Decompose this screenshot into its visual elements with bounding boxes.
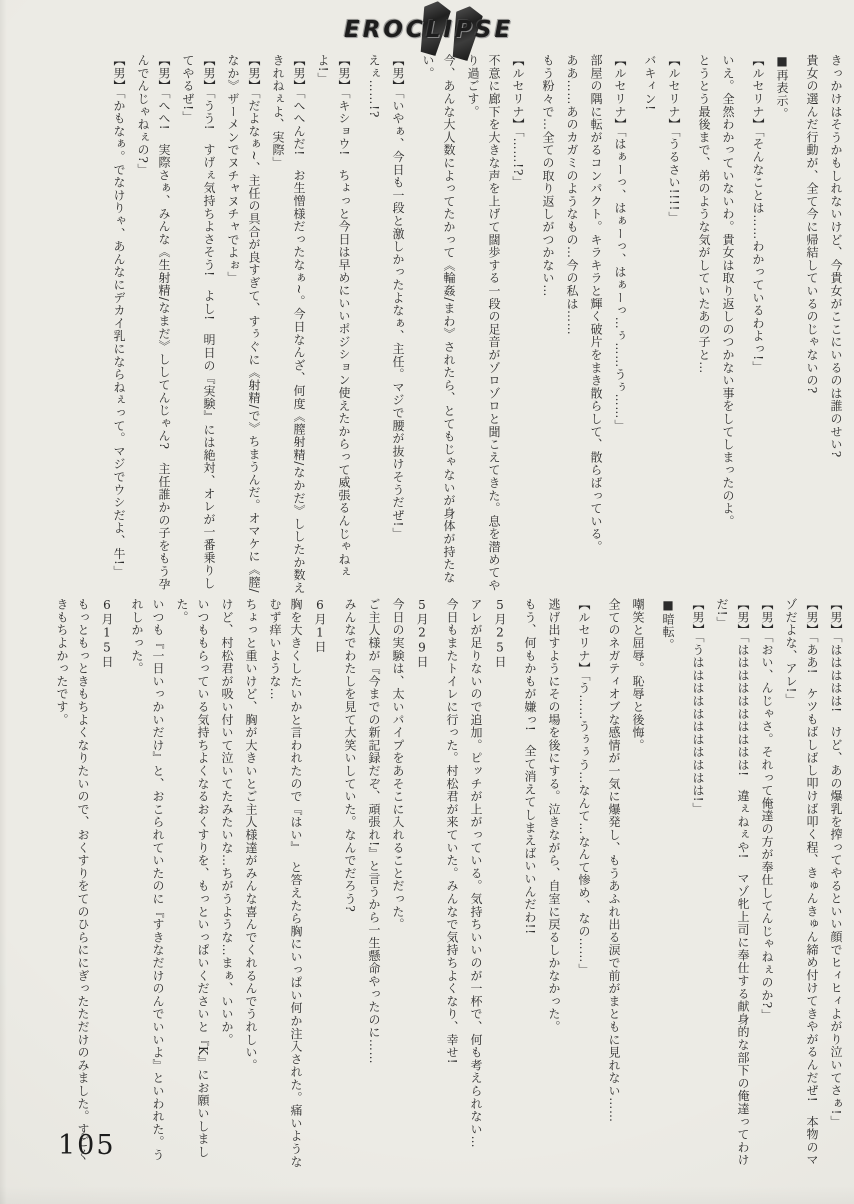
text-column-paragraph: 胸を大きくしたいかと言われたので『はい』 と答えたら胸にいっぱい何か注入された。痛いようなむず痒いような… <box>268 598 303 1168</box>
text-column-paragraph: ■暗転。 <box>661 598 675 652</box>
text-column-paragraph: 【男】「へへ! 実際さぁ、みんな《生射精/なまだ》ししてんじゃん? 主任誰かの子をもう孕んでんじゃねぇの?」 <box>136 54 171 591</box>
bottom-text-block <box>44 598 846 1172</box>
text-column-paragraph: 【ルセリナ】「はぁーっ、はぁーっ、はぁーっ…ぅ……うぅ……」 <box>613 54 627 432</box>
text-column-paragraph: ちょっと重いけど、胸が大きいとご主人様達がみんな喜んでくれるんでうれしい。 <box>244 598 258 1072</box>
text-column-paragraph: 【男】「うう! すげぇ気持ちよさそう! よし! 明日の『実験』には絶対、オレが一番乗りしてやるぜ!」 <box>181 54 216 590</box>
text-column-paragraph: いつも『一日いっかいだけ』と、おこられていたのに『すきなだけのんでいいよ』といわれた。うれしかった。 <box>130 598 165 1162</box>
text-column-paragraph: 【男】「ははははは! けど、あの爆乳を搾ってやるといい顔でヒィヒィよがり泣いてさぁ!」 <box>829 598 843 1129</box>
text-column-paragraph: アレが足りないので追加。ピッチが上がっている。気持ちいいのが一杯で、何も考えられない… <box>469 598 483 1149</box>
text-column-paragraph: 5月29日 <box>415 598 429 668</box>
text-column-paragraph: 6月1日 <box>313 598 327 654</box>
text-column-paragraph: 6月15日 <box>100 598 114 668</box>
text-column-paragraph: 部屋の隅に転がるコンパクト。キラキラと輝く破片をまき散らして、散らばっている。 <box>589 54 603 554</box>
text-column-paragraph: 嘲笑と屈辱。恥辱と後悔。 <box>631 598 645 752</box>
text-column-paragraph: バキィン! <box>643 54 657 111</box>
logo-wordmark: EROCLIPSE <box>344 17 514 43</box>
text-column-paragraph: 【男】「いやぁ、今日も一段と激しかったよなぁ、主任。マジで腰が抜けそうだぜ!」 <box>391 54 405 541</box>
top-text-block <box>46 54 846 602</box>
text-column-paragraph: もう、何もかもが嫌っ! 全て消えてしまえばいいんだわ!! <box>523 598 537 935</box>
text-column-paragraph: 貴女の選んだ行動が、全て今に帰結しているのじゃないの? <box>805 54 819 395</box>
text-column-paragraph: もっともっときもちよくなりたいので、おくすりをてのひらににぎったただけのみました。すごくきもちよかったです。 <box>55 598 90 1162</box>
text-column-paragraph: 【男】「かもなぁ。でなけりゃ、あんなにデカイ乳にならねぇって。マジでウシだよ、牛!」 <box>112 54 126 579</box>
text-column-paragraph: ご主人様が『今までの新記録だぞ、頑張れ!』と言うから一生懸命やったのに…… <box>367 598 381 1065</box>
text-column-paragraph: 今日もまたトイレに行った。村松君が来ていた。みんなで気持ちよくなり、幸せ! <box>445 598 459 1065</box>
logo <box>336 0 572 62</box>
text-column-paragraph: もう粉々で…全ての取り返しがつかない… <box>541 54 555 298</box>
text-column-paragraph: 【ルセリナ】「……!?」 <box>511 54 525 189</box>
text-column-paragraph: ああ……あのカガミのようなもの…今の私は…… <box>565 54 579 336</box>
text-column-paragraph: いつももらっている気持ちよくなるおくすりを、もっといっぱいくださいと『K』にお願いしました。 <box>175 598 210 1159</box>
text-column-paragraph: 【ルセリナ】「そんなことは……わかっているわよっ!」 <box>751 54 765 374</box>
text-column-paragraph: 【男】「だよなぁ~、主任の具合が良すぎて、すぅぐに《射精/で》ちまうんだ。オマケに《膣/なか》ザーメンでヌチャヌチャでよぉ」 <box>226 54 261 594</box>
text-column-paragraph: とうとう最後まで、弟のような気がしていたあの子と… <box>697 54 711 374</box>
text-column-paragraph: えぇ……!? <box>367 54 381 119</box>
text-column-paragraph: 逃げ出すようにその場を後にする。泣きながら、自室に戻るしかなかった。 <box>547 598 561 1034</box>
text-column-paragraph: 5月25日 <box>493 598 507 668</box>
text-column-paragraph: 【ルセリナ】「うるさい!!!!」 <box>667 54 681 225</box>
text-column-paragraph: けど、村松君が吸い付いて泣いてたみたいな…ちがうような…まぁ、いいか。 <box>220 598 234 1046</box>
text-column-paragraph: 【男】「ああ! ケツもばしばし叩けば叩く程、きゅんきゅん締め付けてきやがるんだぜ! 本物のマゾだよな、アレ!」 <box>784 598 819 1167</box>
text-column-paragraph: 今、あんな大人数によってたかって《輪姦/まわ》されたら、とてもじゃないが身体が持たない。 <box>421 54 456 584</box>
text-column-paragraph: 【ルセリナ】「う……うぅぅう…なんて…なんて惨め、なの……」 <box>577 598 591 976</box>
text-column-paragraph: いえ。全然わかっていないわ。貴女は取り返しのつかない事をしてしまったのよ。 <box>721 54 735 528</box>
text-column-paragraph: 【男】「うははははははははははは!」 <box>691 598 705 816</box>
text-column-paragraph: みんなでわたしを見て大笑いしていた。なんでだろう? <box>343 598 357 913</box>
text-column-paragraph: 【男】「はははははははははは! 違ぇねぇや! マゾ牝上司に奉仕する献身的な部下の俺達ってわけだ!」 <box>715 598 750 1167</box>
text-column-paragraph: 【男】「へへんだ! お生憎様だったなぁ~。今日なんざ、何度《膣射精/なかだ》ししたか数えきれねぇよ、実際」 <box>271 54 306 595</box>
text-column-paragraph: ■再表示。 <box>775 54 789 120</box>
text-column-paragraph: 今日の実験は、太いパイプをあそこに入れることだった。 <box>391 598 405 931</box>
text-column-paragraph: 不意に廊下を大きな声を上げて闊歩する一段の足音がゾロゾロと聞こえてきた。息を潜めてやり過ごす。 <box>466 54 501 592</box>
text-column-paragraph: 全てのネガティオブな感情が一気に爆発し、もうあふれ出る涙で前がまともに見れない…… <box>607 598 621 1123</box>
text-column-paragraph: 【男】「キショウ! ちょっと今日は早めにいいポジション使えたからって威張るんじゃねぇよ!」 <box>316 54 351 579</box>
page-number: 105 <box>58 1130 116 1161</box>
text-column-paragraph: 【男】「おい、んじゃさ。それって俺達の方が奉仕してんじゃねぇのか?」 <box>760 598 774 1022</box>
text-column-paragraph: きっかけはそうかもしれないけど、今貴女がここにいるのは誰のせい? <box>829 54 843 459</box>
